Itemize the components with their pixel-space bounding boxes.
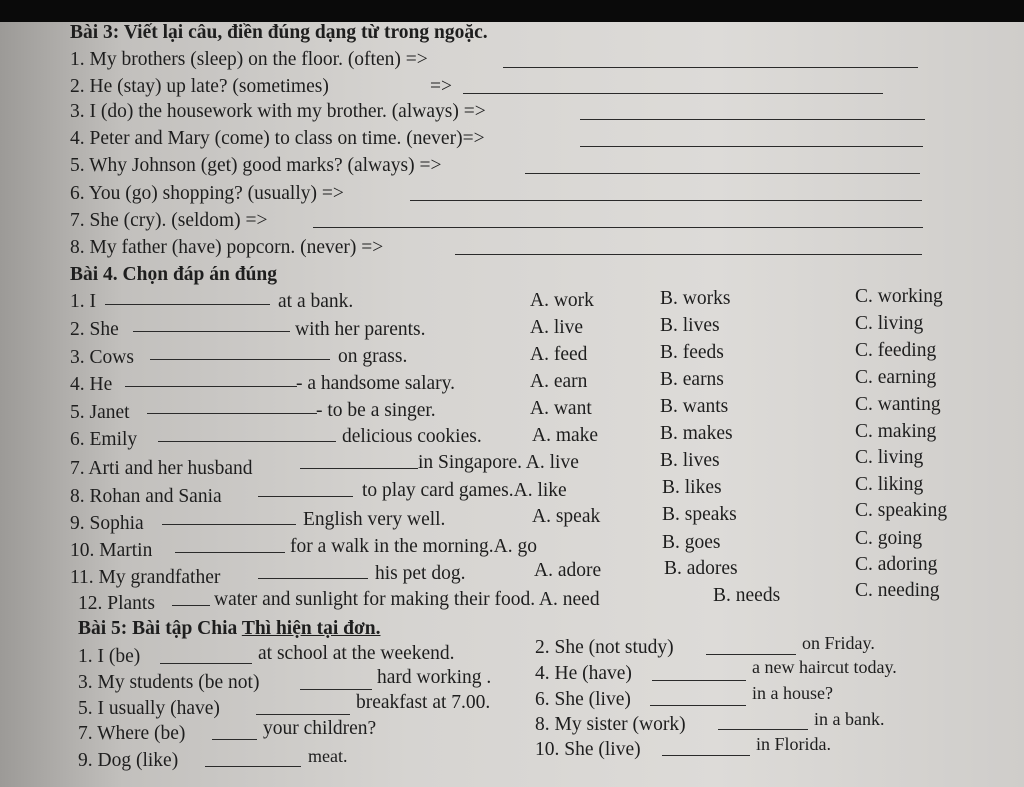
option-b: B. feeds [660, 342, 724, 363]
blank-line [718, 729, 808, 730]
option-b: B. works [660, 288, 731, 309]
bai4-item-10-rest: for a walk in the morning.A. go [290, 536, 537, 557]
option-a: A. speak [532, 506, 601, 527]
blank-line [205, 766, 301, 767]
blank-line [256, 714, 350, 715]
bai3-item-8: 8. My father (have) popcorn. (never) => [70, 237, 384, 258]
bai5-item-1-stem: 1. I (be) [78, 646, 141, 667]
answer-line [455, 254, 922, 255]
bai4-item-11-rest: his pet dog. [375, 563, 466, 584]
bai4-item-6-rest: delicious cookies. [342, 426, 482, 447]
answer-line [503, 67, 918, 68]
bai4-item-1-rest: at a bank. [278, 291, 354, 312]
option-c: C. feeding [855, 340, 937, 361]
option-b: B. adores [664, 558, 738, 579]
blank-line [105, 304, 270, 305]
blank-line [158, 441, 336, 442]
bai4-item-7-stem: 7. Arti and her husband [70, 458, 253, 479]
answer-line [580, 146, 923, 147]
bai4-item-12-rest: water and sunlight for making their food. A. need [214, 589, 600, 610]
bai3-item-3: 3. I (do) the housework with my brother. (always) => [70, 101, 486, 122]
option-b: B. makes [660, 423, 733, 444]
bai4-item-1-stem: 1. I [70, 291, 96, 312]
blank-line [650, 705, 746, 706]
bai5-item-4-rest: a new haircut today. [752, 657, 897, 677]
bai4-item-4-rest: - a handsome salary. [296, 373, 456, 394]
bai5-item-10-rest: in Florida. [756, 734, 831, 754]
option-a: A. work [530, 290, 594, 311]
bai4-title: Bài 4. Chọn đáp án đúng [70, 264, 278, 285]
bai4-item-9-stem: 9. Sophia [70, 513, 144, 534]
answer-line [525, 173, 920, 174]
bai5-item-3-stem: 3. My students (be not) [78, 672, 260, 693]
bai5-item-9-rest: meat. [308, 746, 348, 766]
bai4-item-3-rest: on grass. [338, 346, 408, 367]
bai5-item-6-stem: 6. She (live) [535, 689, 631, 710]
option-c: C. making [855, 421, 937, 442]
bai4-item-4-stem: 4. He [70, 374, 113, 395]
bai5-item-4-stem: 4. He (have) [535, 663, 632, 684]
option-a: A. feed [530, 344, 588, 365]
bai4-item-9-rest: English very well. [303, 509, 446, 530]
bai3-item-7: 7. She (cry). (seldom) => [70, 210, 268, 231]
option-b: B. lives [660, 315, 720, 336]
blank-line [258, 496, 353, 497]
option-c: C. liking [855, 474, 924, 495]
bai4-item-5-stem: 5. Janet [70, 402, 130, 423]
blank-line [133, 331, 290, 332]
bai4-item-8-stem: 8. Rohan and Sania [70, 486, 222, 507]
blank-line [147, 413, 317, 414]
option-c: C. adoring [855, 554, 938, 575]
bai5-item-2-stem: 2. She (not study) [535, 637, 674, 658]
blank-line [125, 386, 297, 387]
blank-line [212, 739, 257, 740]
bai5-title-tense: Thì hiện tại đơn. [241, 618, 381, 639]
option-b: B. lives [660, 450, 720, 471]
bai4-item-8-rest: to play card games.A. like [362, 480, 567, 501]
bai5-title: Bài 5: Bài tập Chia Thì hiện tại đơn. [78, 618, 381, 639]
bai4-item-5-rest: - to be a singer. [316, 400, 436, 421]
option-c: C. living [855, 447, 924, 468]
option-a: A. adore [534, 560, 602, 581]
answer-line [463, 93, 883, 94]
bai5-item-5-stem: 5. I usually (have) [78, 698, 220, 719]
option-b: B. earns [660, 369, 724, 390]
option-a: A. make [532, 425, 599, 446]
blank-line [175, 552, 285, 553]
answer-line [580, 119, 925, 120]
option-c: C. wanting [855, 394, 941, 415]
option-c: C. living [855, 313, 924, 334]
blank-line [300, 689, 372, 690]
bai3-item-6: 6. You (go) shopping? (usually) => [70, 183, 344, 204]
option-b: B. needs [713, 585, 781, 606]
bai4-item-2-stem: 2. She [70, 319, 119, 340]
bai5-item-1-rest: at school at the weekend. [258, 643, 455, 664]
bai3-item-4: 4. Peter and Mary (come) to class on time. (never)=> [70, 128, 485, 149]
bai5-item-5-rest: breakfast at 7.00. [356, 692, 491, 713]
option-b: B. speaks [662, 504, 737, 525]
blank-line [172, 605, 210, 606]
option-c: C. speaking [855, 500, 948, 521]
bai4-item-6-stem: 6. Emily [70, 429, 138, 450]
option-c: C. earning [855, 367, 937, 388]
bai5-item-7-rest: your children? [263, 718, 377, 739]
option-c: C. going [855, 528, 923, 549]
bai3-title: Bài 3: Viết lại câu, điền đúng dạng từ trong ngoặc. [70, 22, 488, 43]
blank-line [662, 755, 750, 756]
option-b: B. wants [660, 396, 729, 417]
bai5-item-8-stem: 8. My sister (work) [535, 714, 686, 735]
bai3-item-5: 5. Why Johnson (get) good marks? (always) => [70, 155, 442, 176]
option-a: A. live [530, 317, 584, 338]
option-a: A. want [530, 398, 592, 419]
blank-line [652, 680, 746, 681]
bai5-item-7-stem: 7. Where (be) [78, 723, 186, 744]
bai3-item-1: 1. My brothers (sleep) on the floor. (often) => [70, 49, 428, 70]
bai4-item-10-stem: 10. Martin [70, 540, 153, 561]
answer-line [410, 200, 922, 201]
blank-line [160, 663, 252, 664]
bai4-item-2-rest: with her parents. [295, 319, 426, 340]
bai5-item-2-rest: on Friday. [802, 633, 875, 653]
bai3-item-2-arrow: => [430, 76, 452, 97]
answer-line [313, 227, 923, 228]
blank-line [150, 359, 330, 360]
option-a: A. earn [530, 371, 588, 392]
option-c: C. needing [855, 580, 940, 601]
option-c: C. working [855, 286, 943, 307]
blank-line [258, 578, 368, 579]
bai5-item-9-stem: 9. Dog (like) [78, 750, 179, 771]
bai5-item-3-rest: hard working . [377, 667, 492, 688]
bai4-item-12-stem: 12. Plants [78, 593, 155, 614]
bai5-item-6-rest: in a house? [752, 683, 833, 703]
bai5-item-8-rest: in a bank. [814, 709, 885, 729]
bai4-item-7-rest: in Singapore. A. live [418, 452, 579, 473]
bai4-item-3-stem: 3. Cows [70, 347, 134, 368]
blank-line [300, 468, 418, 469]
option-b: B. goes [662, 532, 721, 553]
option-b: B. likes [662, 477, 722, 498]
bai4-item-11-stem: 11. My grandfather [70, 567, 221, 588]
bai5-item-10-stem: 10. She (live) [535, 739, 641, 760]
bai3-item-2: 2. He (stay) up late? (sometimes) [70, 76, 329, 97]
blank-line [162, 524, 296, 525]
top-dark-edge [0, 0, 1024, 22]
